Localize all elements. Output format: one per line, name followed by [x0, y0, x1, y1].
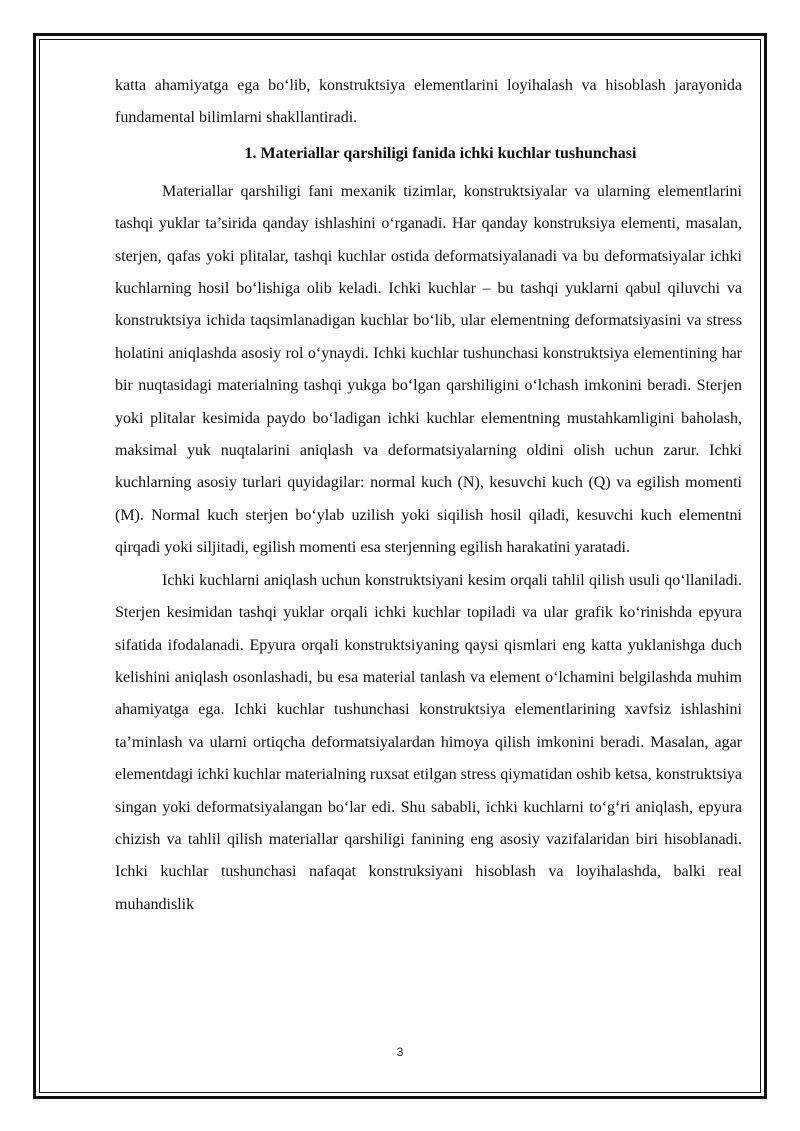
- body-paragraph-2: Ichki kuchlarni aniqlash uchun konstruktsiyani kesim orqali tahlil qilish usuli qo‘llaniladi. Sterjen kesimidan tashqi yuklar orqali ichki kuchlar topiladi va ular grafik ko‘rinishda epyura sifatida ifodalanadi. Epyura orqali konstruktsiyaning qaysi qismlari eng katta yuklanishga duch kelishini aniqlash osonlashadi, bu esa material tanlash va element o‘lchamini belgilashda muhim ahamiyatga ega. Ichki kuchlar tushunchasi konstruktsiya elementlarining xavfsiz ishlashini ta’minlash va ularni ortiqcha deformatsiyalardan himoya qilish imkonini beradi. Masalan, agar elementdagi ichki kuchlar materialning ruxsat etilgan stress qiymatidan oshib ketsa, konstruktsiya singan yoki deformatsiyalangan bo‘lar edi. Shu sababli, ichki kuchlarni to‘g‘ri aniqlash, epyura chizish va tahlil qilish materiallar qarshiligi fanining eng asosiy vazifalaridan biri hisoblanadi. Ichki kuchlar tushunchasi nafaqat konstruksiyani hisoblash va loyihalashda, balki real muhandislik: [115, 571, 742, 913]
- page-number: 3: [396, 1045, 404, 1059]
- page-content: [115, 70, 742, 921]
- section-heading: 1. Materiallar qarshiligi fanida ichki kuchlar tushunchasi: [244, 144, 637, 162]
- body-paragraph-1: Materiallar qarshiligi fani mexanik tizimlar, konstruktsiyalar va ularning elementlarini tashqi yuklar ta’sirida qanday ishlashini o‘rganadi. Har qanday konstruksiya elementi, masalan, sterjen, qafas yoki plitalar, tashqi kuchlar ostida deformatsiyalanadi va bu deformatsiyalar ichki kuchlarning hosil bo‘lishiga olib keladi. Ichki kuchlar – bu tashqi yuklarni qabul qiluvchi va konstruktsiya ichida taqsimlanadigan kuchlar bo‘lib, ular elementning deformatsiyasini va stress holatini aniqlashda asosiy rol o‘ynaydi. Ichki kuchlar tushunchasi konstruktsiya elementining har bir nuqtasidagi materialning tashqi yukga bo‘lgan qarshiligini o‘lchash imkonini beradi. Sterjen yoki plitalar kesimida paydo bo‘ladigan ichki kuchlar elementning mustahkamligini baholash, maksimal yuk nuqtalarini aniqlash va deformatsiyalarning oldini olish uchun zarur. Ichki kuchlarning asosiy turlari quyidagilar: normal kuch (N), kesuvchi kuch (Q) va egilish momenti (M). Normal kuch sterjen bo‘ylab uzilish yoki siqilish hosil qiladi, kesuvchi kuch elementni qirqadi yoki siljitadi, egilish momenti esa sterjenning egilish harakatini yaratadi.: [115, 182, 742, 557]
- intro-paragraph: katta ahamiyatga ega bo‘lib, konstruktsiya elementlarini loyihalash va hisoblash jarayonida fundamental bilimlarni shakllantiradi.: [115, 77, 742, 127]
